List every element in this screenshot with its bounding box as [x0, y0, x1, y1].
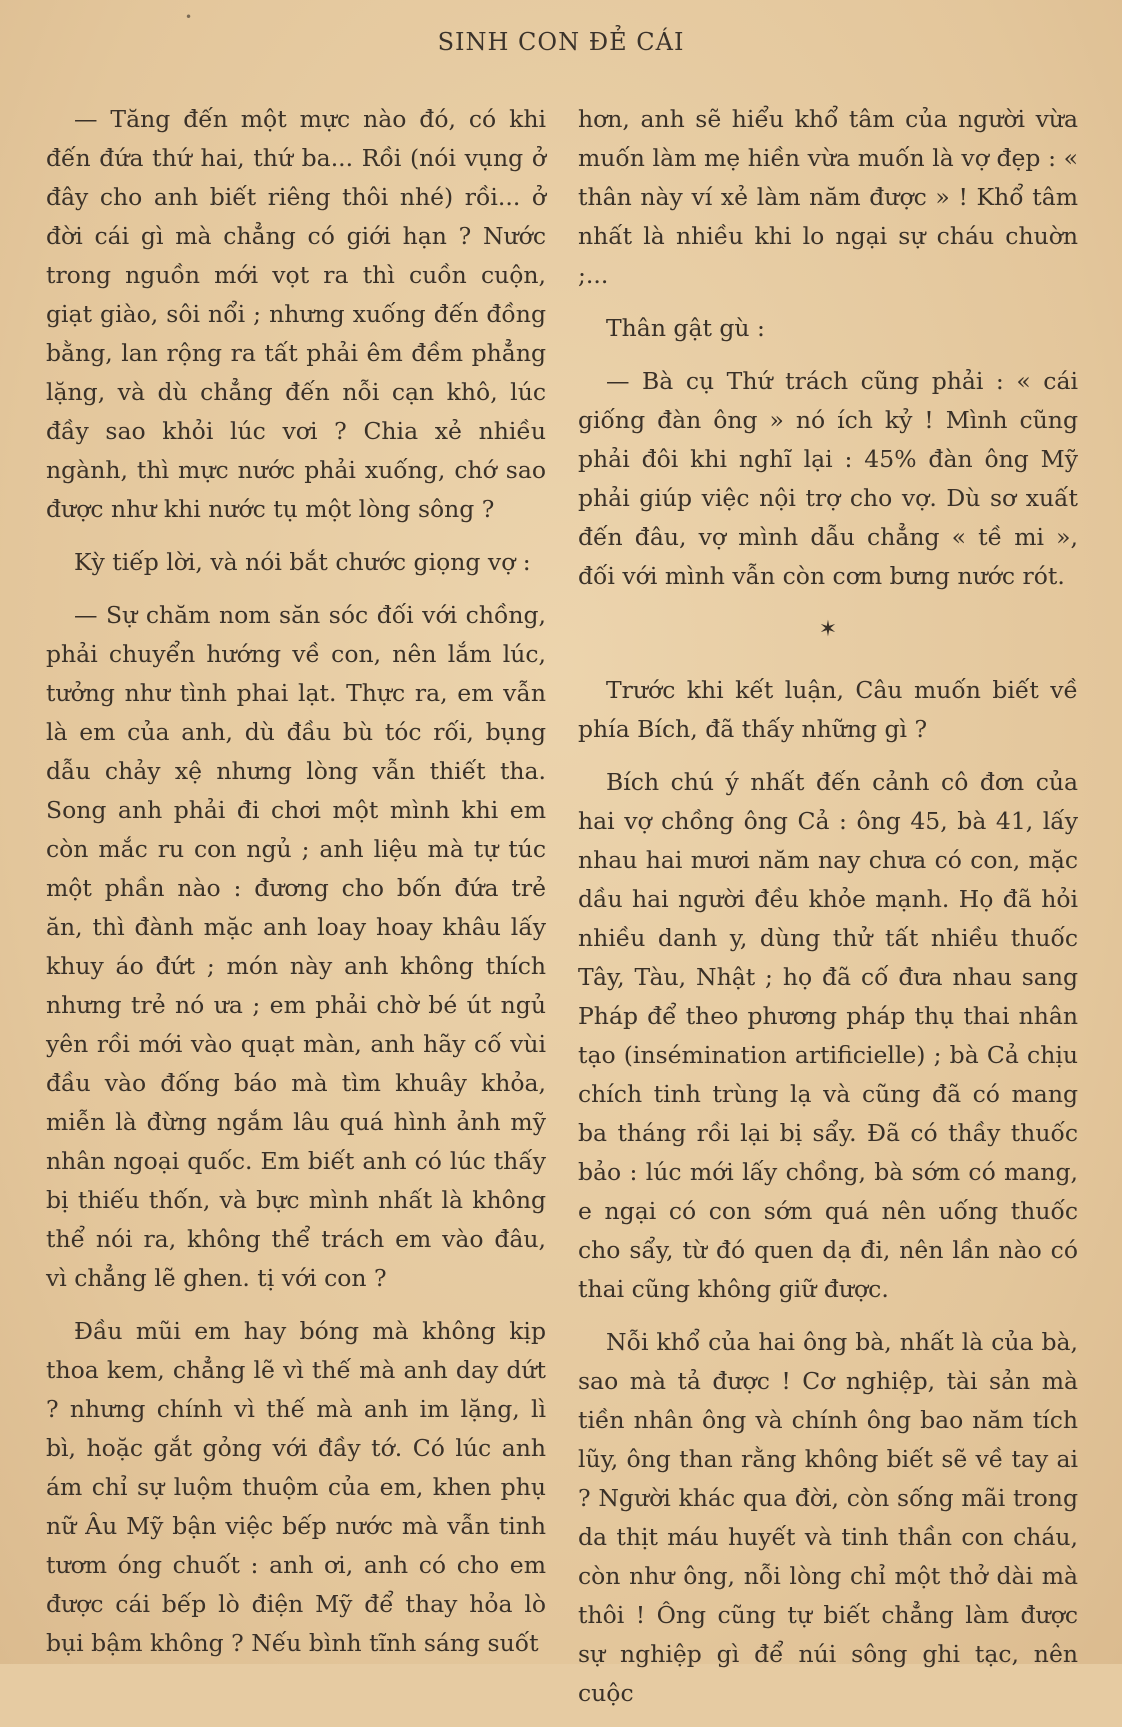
paragraph: Kỳ tiếp lời, và nói bắt chước giọng vợ :	[74, 548, 531, 576]
section-separator-star: ✶	[818, 617, 838, 642]
paragraph: hơn, anh sẽ hiểu khổ tâm của người vừa muốn làm mẹ hiền vừa muốn là vợ đẹp : « thân này ví xẻ làm năm được » ! Khổ tâm nhất là nhiều khi lo ngại sự cháu chuờn ;...	[578, 105, 1078, 289]
paragraph: Bích chú ý nhất đến cảnh cô đơn của hai vợ chồng ông Cả : ông 45, bà 41, lấy nhau hai mươi năm nay chưa có con, mặc dầu hai người đều khỏe mạnh. Họ đã hỏi nhiều danh y, dùng thử tất nhiều thuốc Tây, Tàu, Nhật ; họ đã cố đưa nhau sang Pháp để theo phương pháp thụ thai nhân tạo (insémination artificielle) ; bà Cả chịu chích tinh trùng lạ và cũng đã có mang ba tháng rồi lại bị sẩy. Đã có thầy thuốc bảo : lúc mới lấy chồng, bà sớm có mang, e ngại có con sớm quá nên uống thuốc cho sẩy, từ đó quen dạ đi, nên lần nào có thai cũng không giữ được.	[578, 768, 1078, 1303]
paragraph: Nỗi khổ của hai ông bà, nhất là của bà, sao mà tả được ! Cơ nghiệp, tài sản mà tiền nhân ông và chính ông bao năm tích lũy, ông than rằng không biết sẽ về tay ai ? Người khác qua đời, còn sống mãi trong da thịt máu huyết và tinh thần con cháu, còn như ông, nỗi lòng chỉ một thở dài mà thôi ! Ông cũng tự biết chẳng làm được sự nghiệp gì để núi sông ghi tạc, nên cuộc	[578, 1328, 1078, 1707]
paragraph: Thân gật gù :	[606, 314, 765, 342]
paragraph: — Sự chăm nom săn sóc đối với chồng, phải chuyển hướng về con, nên lắm lúc, tưởng như tình phai lạt. Thực ra, em vẫn là em của anh, dù đầu bù tóc rối, bụng dẫu chảy xệ nhưng lòng vẫn thiết tha. Song anh phải đi chơi một mình khi em còn mắc ru con ngủ ; anh liệu mà tự túc một phần nào : đương cho bốn đứa trẻ ăn, thì đành mặc anh loay hoay khâu lấy khuy áo đứt ; món này anh không thích nhưng trẻ nó ưa ; em phải chờ bé út ngủ yên rồi mới vào quạt màn, anh hãy cố vùi đầu vào đống báo mà tìm khuây khỏa, miễn là đừng ngắm lâu quá hình ảnh mỹ nhân ngoại quốc. Em biết anh có lúc thấy bị thiếu thốn, và bực mình nhất là không thể nói ra, không thể trách em vào đâu, vì chẳng lẽ ghen. tị với con ?	[46, 601, 546, 1292]
right-column	[578, 100, 1078, 1727]
left-column	[46, 100, 546, 1677]
page-header: SINH CON ĐẺ CÁI	[437, 28, 685, 56]
paragraph: Trước khi kết luận, Câu muốn biết về phía Bích, đã thấy những gì ?	[578, 676, 1078, 743]
paragraph: Đầu mũi em hay bóng mà không kịp thoa kem, chẳng lẽ vì thế mà anh day dứt ? nhưng chính vì thế mà anh im lặng, lì bì, hoặc gắt gỏng với đầy tớ. Có lúc anh ám chỉ sự luộm thuộm của em, khen phụ nữ Âu Mỹ bận việc bếp nước mà vẫn tinh tươm óng chuốt : anh ơi, anh có cho em được cái bếp lò điện Mỹ để thay hỏa lò bụi bậm không ? Nếu bình tĩnh sáng suốt	[46, 1317, 546, 1657]
ink-speck: •	[185, 10, 193, 24]
paragraph: — Bà cụ Thứ trách cũng phải : « cái giống đàn ông » nó ích kỷ ! Mình cũng phải đôi khi nghĩ lại : 45% đàn ông Mỹ phải giúp việc nội trợ cho vợ. Dù sơ xuất đến đâu, vợ mình dẫu chẳng « tề mi », đối với mình vẫn còn cơm bưng nước rót.	[578, 367, 1078, 590]
paragraph: — Tăng đến một mực nào đó, có khi đến đứa thứ hai, thứ ba... Rồi (nói vụng ở đây cho anh biết riêng thôi nhé) rồi... ở đời cái gì mà chẳng có giới hạn ? Nước trong nguồn mới vọt ra thì cuồn cuộn, giạt giào, sôi nổi ; nhưng xuống đến đồng bằng, lan rộng ra tất phải êm đềm phẳng lặng, và dù chẳng đến nỗi cạn khô, lúc đầy sao khỏi lúc vơi ? Chia xẻ nhiều ngành, thì mực nước phải xuống, chớ sao được như khi nước tụ một lòng sông ?	[46, 105, 546, 523]
